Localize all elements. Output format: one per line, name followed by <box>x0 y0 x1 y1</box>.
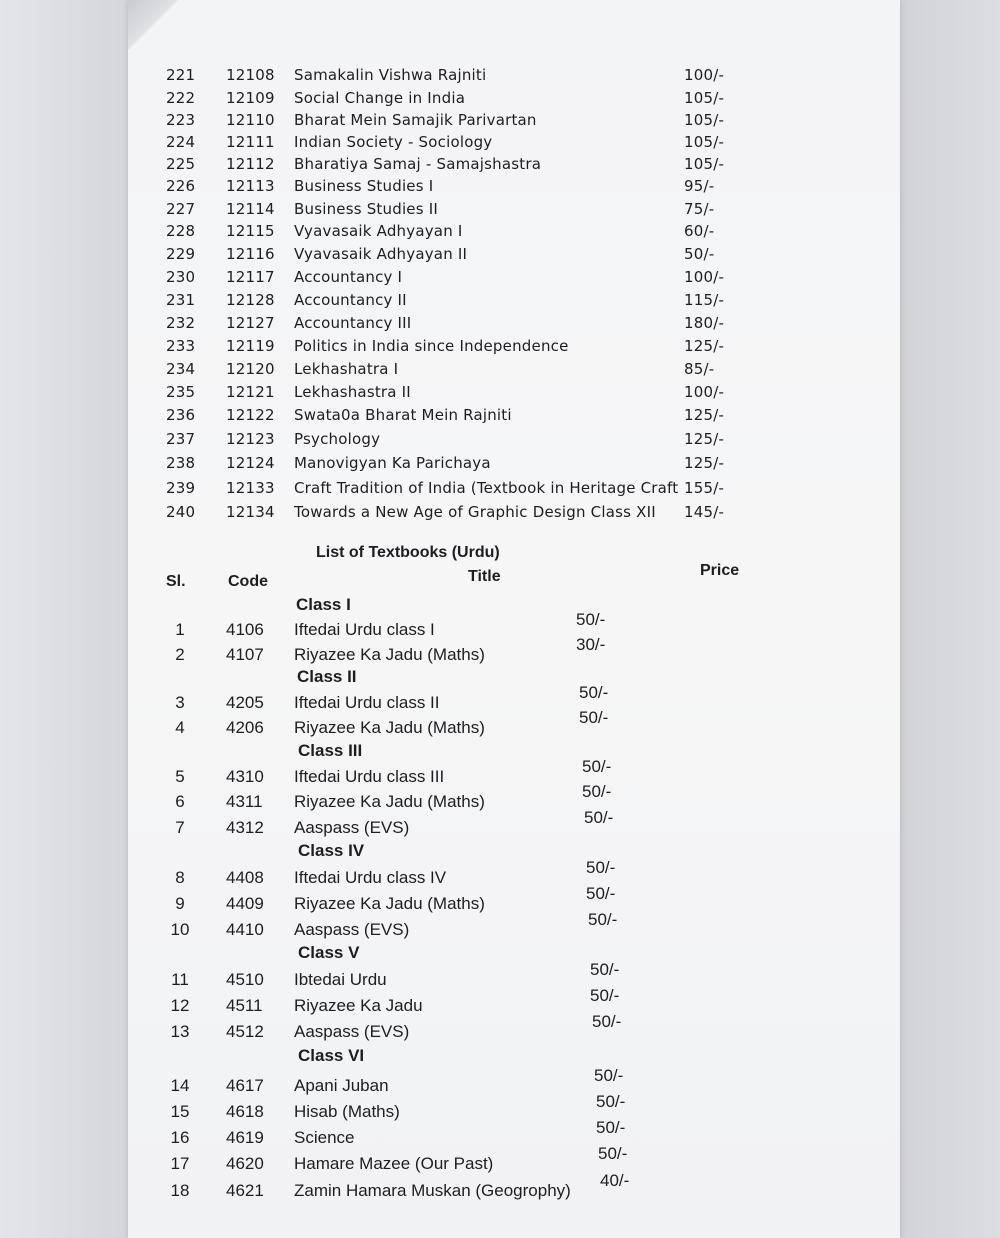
row-code: 12108 <box>226 66 275 84</box>
row-sl: 8 <box>175 868 185 887</box>
row-price: 50/- <box>582 782 612 801</box>
row-code: 4409 <box>226 894 264 913</box>
row-title: Swata0a Bharat Mein Rajniti <box>294 406 512 424</box>
row-price: 105/- <box>684 133 725 151</box>
row-title: Accountancy III <box>294 314 412 332</box>
row-price: 50/- <box>590 986 620 1005</box>
row-price: 155/- <box>684 479 725 497</box>
row-code: 4512 <box>226 1022 264 1041</box>
row-code: 4408 <box>226 868 264 887</box>
row-code: 12122 <box>226 406 275 424</box>
row-code: 4206 <box>226 718 264 737</box>
row-code: 4107 <box>226 645 264 664</box>
row-price: 50/- <box>684 245 715 263</box>
row-price: 125/- <box>684 337 725 355</box>
section-title: List of Textbooks (Urdu) <box>316 544 500 561</box>
row-code: 4510 <box>226 970 264 989</box>
row-sl: 237 <box>166 430 196 448</box>
row-price: 50/- <box>579 708 609 727</box>
class-heading: Class II <box>297 667 357 686</box>
row-sl: 7 <box>175 818 185 837</box>
row-price: 145/- <box>684 503 725 521</box>
row-price: 100/- <box>684 383 725 401</box>
row-price: 50/- <box>588 910 618 929</box>
row-sl: 12 <box>170 996 190 1015</box>
row-price: 125/- <box>684 430 725 448</box>
row-sl: 236 <box>166 406 196 424</box>
row-title: Riyazee Ka Jadu <box>294 996 423 1015</box>
row-code: 12133 <box>226 479 275 497</box>
row-sl: 17 <box>170 1154 190 1173</box>
row-code: 4619 <box>226 1128 264 1147</box>
column-header-sl: Sl. <box>166 573 186 590</box>
row-price: 100/- <box>684 66 725 84</box>
row-price: 50/- <box>590 960 620 979</box>
row-code: 12134 <box>226 503 275 521</box>
row-code: 12121 <box>226 383 275 401</box>
row-sl: 9 <box>175 894 185 913</box>
row-sl: 231 <box>166 291 196 309</box>
row-sl: 223 <box>166 111 196 129</box>
row-price: 115/- <box>684 291 725 309</box>
row-price: 125/- <box>684 406 725 424</box>
row-sl: 15 <box>170 1102 190 1121</box>
row-code: 4205 <box>226 693 264 712</box>
row-title: Bharatiya Samaj - Samajshastra <box>294 155 542 173</box>
row-sl: 228 <box>166 222 196 240</box>
row-code: 12110 <box>226 111 275 129</box>
row-code: 12127 <box>226 314 275 332</box>
row-price: 50/- <box>584 808 614 827</box>
row-sl: 238 <box>166 454 196 472</box>
row-title: Social Change in India <box>294 89 466 107</box>
column-header-price: Price <box>700 562 740 579</box>
row-code: 4410 <box>226 920 264 939</box>
row-sl: 235 <box>166 383 196 401</box>
row-sl: 232 <box>166 314 196 332</box>
row-title: Samakalin Vishwa Rajniti <box>294 66 487 84</box>
row-title: Hamare Mazee (Our Past) <box>294 1154 494 1173</box>
row-price: 30/- <box>576 635 606 654</box>
row-code: 4511 <box>226 996 263 1015</box>
row-code: 12123 <box>226 430 275 448</box>
row-sl: 14 <box>170 1076 190 1095</box>
row-sl: 5 <box>175 767 185 786</box>
class-heading: Class IV <box>298 841 365 860</box>
row-code: 12117 <box>226 268 275 286</box>
class-heading: Class V <box>298 943 360 962</box>
row-title: Psychology <box>294 430 381 448</box>
row-sl: 10 <box>170 920 190 939</box>
row-title: Iftedai Urdu class IV <box>294 868 447 887</box>
row-sl: 240 <box>166 503 196 521</box>
row-code: 12116 <box>226 245 275 263</box>
row-title: Lekhashastra II <box>294 383 411 401</box>
row-code: 4621 <box>226 1181 264 1200</box>
column-header-code: Code <box>228 573 268 590</box>
row-price: 50/- <box>586 884 616 903</box>
row-code: 12128 <box>226 291 275 309</box>
row-title: Apani Juban <box>294 1076 389 1095</box>
row-sl: 6 <box>175 792 185 811</box>
row-title: Business Studies I <box>294 177 434 195</box>
row-price: 60/- <box>684 222 715 240</box>
row-code: 12114 <box>226 200 275 218</box>
row-price: 75/- <box>684 200 715 218</box>
row-title: Business Studies II <box>294 200 438 218</box>
row-price: 125/- <box>684 454 725 472</box>
row-code: 4312 <box>226 818 264 837</box>
row-sl: 233 <box>166 337 196 355</box>
row-sl: 224 <box>166 133 196 151</box>
row-price: 50/- <box>598 1144 628 1163</box>
row-title: Aaspass (EVS) <box>294 818 410 837</box>
row-sl: 11 <box>171 970 189 989</box>
row-sl: 1 <box>175 620 185 639</box>
row-sl: 230 <box>166 268 196 286</box>
row-price: 85/- <box>684 360 715 378</box>
class-heading: Class III <box>298 741 363 760</box>
row-price: 50/- <box>586 858 616 877</box>
row-title: Accountancy II <box>294 291 407 309</box>
row-title: Riyazee Ka Jadu (Maths) <box>294 645 485 664</box>
row-sl: 229 <box>166 245 196 263</box>
class-heading: Class I <box>296 595 351 614</box>
row-sl: 13 <box>170 1022 190 1041</box>
row-sl: 234 <box>166 360 196 378</box>
row-sl: 4 <box>175 718 185 737</box>
row-code: 12119 <box>226 337 275 355</box>
row-code: 4620 <box>226 1154 264 1173</box>
row-sl: 2 <box>175 645 185 664</box>
row-price: 50/- <box>582 757 612 776</box>
row-price: 50/- <box>594 1066 624 1085</box>
row-sl: 222 <box>166 89 196 107</box>
row-title: Science <box>294 1128 355 1147</box>
row-code: 12113 <box>226 177 275 195</box>
row-title: Vyavasaik Adhyayan I <box>294 222 463 240</box>
row-sl: 221 <box>166 66 196 84</box>
row-title: Vyavasaik Adhyayan II <box>294 245 468 263</box>
row-code: 4106 <box>226 620 264 639</box>
row-title: Aaspass (EVS) <box>294 920 410 939</box>
row-title: Ibtedai Urdu <box>294 970 387 989</box>
row-sl: 18 <box>170 1181 190 1200</box>
row-code: 12120 <box>226 360 275 378</box>
row-code: 12115 <box>226 222 275 240</box>
row-sl: 239 <box>166 479 196 497</box>
row-price: 40/- <box>600 1171 630 1190</box>
row-title: Politics in India since Independence <box>294 337 569 355</box>
row-price: 105/- <box>684 111 725 129</box>
row-price: 100/- <box>684 268 725 286</box>
row-title: Accountancy I <box>294 268 403 286</box>
row-title: Iftedai Urdu class III <box>294 767 445 786</box>
row-title: Craft Tradition of India (Textbook in Heritage Craft <box>294 479 679 497</box>
row-title: Bharat Mein Samajik Parivartan <box>294 111 537 129</box>
row-code: 12124 <box>226 454 275 472</box>
class-heading: Class VI <box>298 1046 365 1065</box>
row-price: 50/- <box>576 610 606 629</box>
row-code: 12111 <box>226 133 275 151</box>
row-code: 4618 <box>226 1102 264 1121</box>
row-sl: 3 <box>175 693 185 712</box>
row-title: Riyazee Ka Jadu (Maths) <box>294 718 485 737</box>
row-title: Lekhashatra I <box>294 360 399 378</box>
row-title: Iftedai Urdu class II <box>294 693 440 712</box>
row-price: 105/- <box>684 155 725 173</box>
row-code: 12112 <box>226 155 275 173</box>
column-header-title: Title <box>468 568 501 585</box>
row-title: Indian Society - Sociology <box>294 133 493 151</box>
row-code: 4617 <box>226 1076 264 1095</box>
row-title: Riyazee Ka Jadu (Maths) <box>294 792 485 811</box>
row-price: 50/- <box>579 683 609 702</box>
row-title: Hisab (Maths) <box>294 1102 400 1121</box>
row-title: Towards a New Age of Graphic Design Class XII <box>294 503 656 521</box>
row-code: 4311 <box>226 792 263 811</box>
row-sl: 226 <box>166 177 196 195</box>
row-price: 105/- <box>684 89 725 107</box>
row-sl: 227 <box>166 200 196 218</box>
row-price: 50/- <box>592 1012 622 1031</box>
row-code: 4310 <box>226 767 264 786</box>
row-price: 50/- <box>596 1092 626 1111</box>
row-price: 50/- <box>596 1118 626 1137</box>
row-price: 180/- <box>684 314 725 332</box>
row-title: Iftedai Urdu class I <box>294 620 435 639</box>
row-sl: 16 <box>170 1128 190 1147</box>
row-price: 95/- <box>684 177 715 195</box>
row-sl: 225 <box>166 155 196 173</box>
row-title: Manovigyan Ka Parichaya <box>294 454 491 472</box>
row-title: Riyazee Ka Jadu (Maths) <box>294 894 485 913</box>
row-title: Aaspass (EVS) <box>294 1022 410 1041</box>
row-code: 12109 <box>226 89 275 107</box>
row-title: Zamin Hamara Muskan (Geogrophy) <box>294 1181 571 1200</box>
